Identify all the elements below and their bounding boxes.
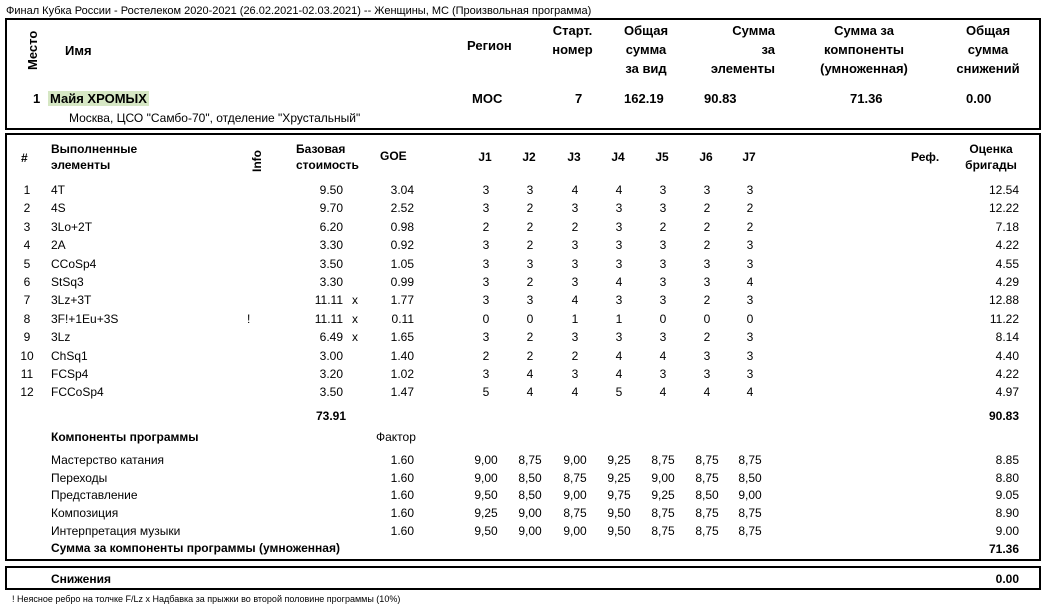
element-judge-score: 4 [615,183,623,197]
elements-base-total: 73.91 [315,409,346,423]
element-judge-score: 2 [746,220,754,234]
element-judge-score: 3 [659,275,667,289]
element-panel-score: 12.88 [988,293,1019,307]
element-judge-score: 0 [526,312,534,326]
component-panel-score: 9.00 [995,524,1019,538]
info-header: Info [250,150,264,172]
element-judge-score: 3 [703,275,711,289]
element-name: 2A [51,238,66,252]
element-judge-score: 4 [746,385,754,399]
element-judge-score: 4 [571,385,579,399]
element-goe: 0.11 [391,312,414,326]
element-panel-score: 4.97 [995,385,1019,399]
element-judge-score: 3 [615,330,623,344]
component-judge-score: 9,25 [651,488,675,502]
component-factor: 1.60 [390,471,414,485]
skater-total: 162.19 [624,91,664,106]
element-judge-score: 3 [703,257,711,271]
component-judge-score: 8,75 [695,471,719,485]
element-name: FCCoSp4 [51,385,104,399]
component-judge-score: 8,50 [695,488,719,502]
deductions-header: Общая сумма снижений [956,23,1020,76]
element-judge-score: 3 [571,257,579,271]
element-goe: 1.65 [390,330,414,344]
element-judge-score: 2 [703,293,711,307]
component-judge-score: 8,75 [651,524,675,538]
event-title: Финал Кубка России - Ростелеком 2020-2021 (26.02.2021-02.03.2021) -- Женщины, МС (Произвольная программа) [6,5,592,17]
element-judge-score: 3 [571,201,579,215]
element-judge-score: 0 [746,312,754,326]
component-judge-score: 8,75 [651,506,675,520]
element-goe: 3.04 [390,183,414,197]
element-base: 6.20 [319,220,343,234]
skater-deductions: 0.00 [966,91,992,106]
element-judge-score: 4 [659,349,667,363]
element-judge-score: 3 [482,201,490,215]
pcs-header: Сумма за компоненты (умноженная) [820,23,908,76]
element-judge-score: 3 [746,349,754,363]
element-judge-score: 3 [615,257,623,271]
element-num: 7 [23,293,31,307]
element-judge-score: 2 [482,349,490,363]
element-base: 3.50 [319,385,343,399]
element-judge-score: 3 [746,238,754,252]
element-judge-score: 5 [615,385,623,399]
element-judge-score: 3 [571,238,579,252]
element-judge-score: 1 [615,312,623,326]
j2-header: J2 [522,150,536,164]
component-factor: 1.60 [390,524,414,538]
element-base: 11.11 [314,293,343,307]
element-judge-score: 3 [703,367,711,381]
component-panel-score: 8.90 [995,506,1019,520]
element-judge-score: 3 [615,293,623,307]
element-name: 3Lz [51,330,71,344]
component-judge-score: 8,75 [738,453,762,467]
component-factor: 1.60 [390,506,414,520]
element-judge-score: 3 [746,330,754,344]
component-judge-score: 8,75 [695,453,719,467]
element-panel-score: 4.55 [995,257,1019,271]
element-judge-score: 3 [659,257,667,271]
element-bonus-mark: x [352,312,358,326]
element-num: 11 [20,367,34,381]
element-base: 6.49 [319,330,343,344]
component-name: Переходы [51,471,108,485]
element-judge-score: 3 [659,183,667,197]
element-judge-score: 3 [482,183,490,197]
element-judge-score: 2 [526,201,534,215]
factor-header: Фактор [376,430,416,444]
element-judge-score: 3 [526,257,534,271]
component-name: Интерпретация музыки [51,524,181,538]
element-judge-score: 4 [703,385,711,399]
element-num: 8 [23,312,31,326]
element-num: 2 [23,201,31,215]
element-goe: 0.98 [390,220,414,234]
element-name: 4S [51,201,66,215]
place-header: Место [25,30,40,70]
component-factor: 1.60 [390,453,414,467]
element-judge-score: 3 [571,330,579,344]
element-name: CCoSp4 [51,257,97,271]
j4-header: J4 [611,150,625,164]
component-judge-score: 8,75 [738,524,762,538]
element-judge-score: 0 [659,312,667,326]
referee-header: Реф. [911,150,940,164]
element-judge-score: 2 [703,201,711,215]
element-judge-score: 2 [703,330,711,344]
skater-place: 1 [33,91,41,106]
tes-header: Сумма за элементы [710,23,775,76]
total-score-header: Общая сумма за вид [623,23,669,76]
element-judge-score: 3 [482,293,490,307]
element-panel-score: 4.22 [995,367,1019,381]
element-judge-score: 2 [746,201,754,215]
component-judge-score: 9,50 [474,524,498,538]
element-judge-score: 2 [526,275,534,289]
element-goe: 1.02 [390,367,414,381]
element-judge-score: 3 [482,238,490,252]
element-name: 3Lz+3T [51,293,92,307]
element-panel-score: 12.22 [988,201,1019,215]
component-judge-score: 9,00 [474,453,498,467]
element-name: 3Lo+2T [51,220,93,234]
component-judge-score: 9,50 [607,524,631,538]
base-value-header: Базовая стоимость [296,142,359,172]
element-judge-score: 3 [746,293,754,307]
start-number-header: Старт. номер [552,23,593,57]
element-judge-score: 2 [703,220,711,234]
element-name: 4T [51,183,66,197]
element-num: 5 [23,257,31,271]
element-name: FCSp4 [51,367,89,381]
j7-header: J7 [742,150,756,164]
component-judge-score: 9,25 [607,471,631,485]
component-judge-score: 8,50 [738,471,762,485]
element-bonus-mark: x [352,330,358,344]
element-judge-score: 3 [571,275,579,289]
element-judge-score: 3 [659,367,667,381]
element-judge-score: 4 [659,385,667,399]
skater-name: Майя ХРОМЫХ [50,91,147,106]
skater-club: Москва, ЦСО "Самбо-70", отделение "Хрустальный" [69,111,361,125]
element-base: 3.20 [319,367,343,381]
j1-header: J1 [478,150,492,164]
element-name: ChSq1 [51,349,88,363]
deductions-box [5,566,1041,590]
component-factor: 1.60 [390,488,414,502]
element-judge-score: 3 [615,201,623,215]
j6-header: J6 [699,150,713,164]
element-base: 3.30 [319,238,343,252]
component-name: Мастерство катания [51,453,165,467]
region-header: Регион [467,38,512,53]
element-goe: 1.47 [390,385,414,399]
element-base: 3.30 [319,275,343,289]
component-judge-score: 8,75 [695,524,719,538]
element-num: 12 [20,385,34,399]
element-bonus-mark: x [352,293,358,307]
element-judge-score: 2 [482,220,490,234]
element-panel-score: 12.54 [988,183,1019,197]
element-judge-score: 3 [746,367,754,381]
element-judge-score: 3 [659,330,667,344]
component-judge-score: 9,25 [474,506,498,520]
element-goe: 1.05 [390,257,414,271]
element-num: 1 [23,183,31,197]
element-judge-score: 4 [615,367,623,381]
component-panel-score: 8.85 [995,453,1019,467]
element-judge-score: 3 [746,183,754,197]
element-judge-score: 4 [746,275,754,289]
element-num: 6 [23,275,31,289]
element-judge-score: 3 [659,201,667,215]
element-panel-score: 4.29 [995,275,1019,289]
component-name: Представление [51,488,138,502]
element-num: 9 [23,330,31,344]
component-judge-score: 9,00 [518,506,542,520]
element-judge-score: 4 [571,293,579,307]
components-header: Компоненты программы [51,430,199,444]
element-judge-score: 2 [526,330,534,344]
element-judge-score: 4 [571,183,579,197]
component-judge-score: 9,00 [518,524,542,538]
component-judge-score: 9,00 [563,453,587,467]
element-goe: 2.52 [390,201,414,215]
component-judge-score: 8,75 [695,506,719,520]
element-base: 3.50 [319,257,343,271]
component-judge-score: 9,75 [607,488,631,502]
element-panel-score: 8.14 [995,330,1019,344]
element-judge-score: 3 [746,257,754,271]
skater-tes: 90.83 [704,91,737,106]
component-judge-score: 8,50 [518,471,542,485]
component-judge-score: 9,00 [563,488,587,502]
element-judge-score: 3 [659,293,667,307]
components-total-label: Сумма за компоненты программы (умноженная) [51,541,340,555]
element-judge-score: 3 [703,183,711,197]
component-judge-score: 8,75 [563,471,587,485]
element-judge-score: 2 [526,349,534,363]
component-panel-score: 8.80 [995,471,1019,485]
element-judge-score: 0 [703,312,711,326]
deductions-value: 0.00 [995,572,1019,586]
element-judge-score: 4 [526,367,534,381]
element-base: 3.00 [319,349,343,363]
element-judge-score: 3 [482,275,490,289]
element-panel-score: 7.18 [995,220,1019,234]
element-judge-score: 2 [703,238,711,252]
element-judge-score: 2 [659,220,667,234]
component-judge-score: 9,00 [563,524,587,538]
element-goe: 1.77 [390,293,414,307]
element-judge-score: 3 [659,238,667,252]
element-base: 9.70 [319,201,343,215]
element-judge-score: 5 [482,385,490,399]
element-num: 4 [23,238,31,252]
component-name: Композиция [51,506,119,520]
component-judge-score: 8,75 [651,453,675,467]
element-judge-score: 0 [482,312,490,326]
element-judge-score: 1 [571,312,579,326]
element-judge-score: 2 [571,220,579,234]
element-info: ! [247,312,251,326]
element-num: 3 [23,220,31,234]
component-judge-score: 8,75 [518,453,542,467]
component-judge-score: 9,00 [738,488,762,502]
elements-panel-total: 90.83 [988,409,1019,423]
deductions-label: Снижения [51,572,111,586]
element-judge-score: 3 [482,330,490,344]
j3-header: J3 [567,150,581,164]
components-total-value: 71.36 [988,542,1019,556]
element-judge-score: 3 [571,367,579,381]
element-judge-score: 3 [526,293,534,307]
component-judge-score: 9,00 [474,471,498,485]
component-judge-score: 8,75 [738,506,762,520]
component-judge-score: 9,50 [474,488,498,502]
element-judge-score: 4 [526,385,534,399]
name-header: Имя [65,43,92,58]
element-panel-score: 11.22 [989,312,1019,326]
footnote: ! Неясное ребро на толчке F/Lz x Надбавка за прыжки во второй половине программы (10%) [12,594,401,604]
element-base: 9.50 [319,183,343,197]
element-name: StSq3 [51,275,84,289]
element-name: 3F!+1Eu+3S [51,312,119,326]
element-judge-score: 4 [615,349,623,363]
element-base: 11.11 [314,312,343,326]
element-panel-score: 4.40 [995,349,1019,363]
elements-num-header: # [21,151,28,165]
element-judge-score: 3 [615,238,623,252]
element-num: 10 [20,349,34,363]
component-panel-score: 9.05 [995,488,1019,502]
j5-header: J5 [655,150,669,164]
element-judge-score: 2 [571,349,579,363]
component-judge-score: 8,75 [563,506,587,520]
elements-name-header: Выполненные элементы [51,142,138,172]
element-judge-score: 2 [526,220,534,234]
component-judge-score: 8,50 [518,488,542,502]
element-judge-score: 3 [526,183,534,197]
element-judge-score: 3 [703,349,711,363]
component-judge-score: 9,00 [651,471,675,485]
component-judge-score: 9,25 [607,453,631,467]
element-judge-score: 2 [526,238,534,252]
element-judge-score: 4 [615,275,623,289]
element-judge-score: 3 [482,367,490,381]
component-judge-score: 9,50 [607,506,631,520]
skater-start-number: 7 [575,91,583,106]
goe-header: GOE [380,149,407,163]
element-judge-score: 3 [615,220,623,234]
skater-pcs: 71.36 [850,91,883,106]
skater-region: МОС [472,91,503,106]
element-goe: 0.92 [390,238,414,252]
element-panel-score: 4.22 [995,238,1019,252]
element-goe: 1.40 [390,349,414,363]
element-judge-score: 3 [482,257,490,271]
element-goe: 0.99 [390,275,414,289]
panel-score-header: Оценка бригады [965,142,1017,172]
